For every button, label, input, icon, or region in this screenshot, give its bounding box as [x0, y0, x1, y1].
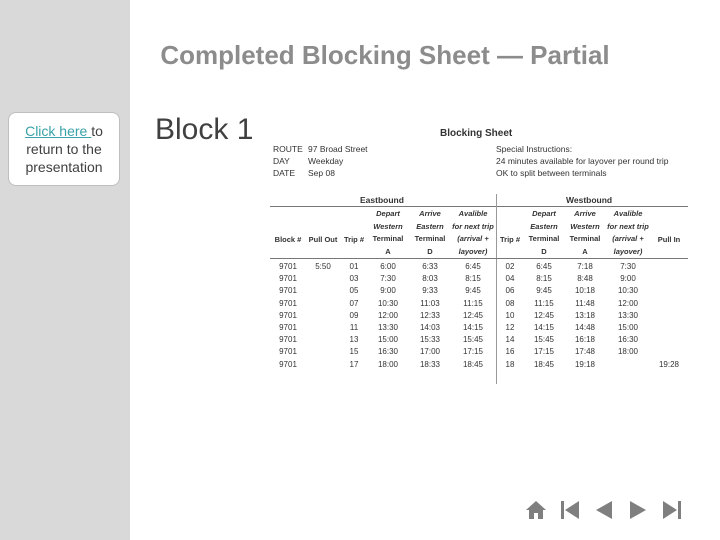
cell-avail-e: 17:15 — [462, 347, 484, 357]
cell-arr-d: 17:00 — [419, 347, 441, 357]
column-header-avail-w-line: (arrival + — [612, 234, 644, 243]
day-label: DAY — [273, 156, 290, 166]
header-rule — [270, 258, 688, 259]
cell-dep-a: 9:00 — [380, 286, 396, 296]
previous-slide-icon — [596, 501, 612, 519]
cell-dep-d: 11:15 — [534, 298, 554, 308]
column-header-pull-in: Pull In — [657, 235, 681, 244]
column-header-dep-d-line: Terminal — [528, 234, 560, 243]
column-header-dep-d-line: Eastern — [530, 221, 558, 231]
column-header-avail-e-line: for next trip — [452, 221, 494, 231]
direction-divider — [496, 194, 497, 384]
cell-arr-a: 11:48 — [575, 298, 595, 308]
cell-arr-a: 19:18 — [574, 359, 596, 369]
cell-dep-a: 10:30 — [377, 298, 399, 308]
block-label: Block 1 — [155, 113, 254, 146]
cell-arr-d: 11:03 — [420, 298, 440, 308]
instructions-title: Special Instructions: — [496, 144, 573, 154]
cell-arr-d: 9:33 — [422, 286, 438, 296]
cell-avail-w: 13:30 — [617, 310, 639, 320]
column-header-block: Block # — [274, 235, 302, 244]
cell-avail-e: 9:45 — [465, 286, 481, 296]
cell-avail-w: 15:00 — [617, 323, 639, 332]
return-link-suffix: to return to the presentation — [25, 123, 103, 176]
column-header-dep-d-line: Depart — [532, 209, 556, 218]
cell-trip-e: 03 — [349, 274, 359, 284]
cell-arr-d: 12:33 — [419, 310, 441, 320]
cell-avail-w: 7:30 — [620, 262, 636, 271]
cell-trip-e: 15 — [349, 347, 359, 357]
cell-arr-d: 18:33 — [419, 359, 441, 369]
cell-dep-a: 18:00 — [377, 359, 399, 369]
cell-trip-w: 16 — [505, 347, 515, 357]
westbound-header: Westbound — [566, 195, 613, 205]
cell-trip-w: 12 — [505, 323, 515, 332]
cell-trip-w: 10 — [505, 310, 515, 320]
column-header-avail-e-line: layover) — [458, 246, 488, 256]
cell-avail-w: 9:00 — [620, 274, 636, 284]
cell-trip-w: 18 — [505, 359, 515, 369]
previous-slide-button[interactable] — [592, 498, 616, 522]
cell-dep-d: 14:15 — [533, 323, 555, 332]
cell-trip-e: 05 — [349, 286, 359, 296]
cell-block: 9701 — [279, 262, 297, 271]
cell-block: 9701 — [279, 359, 297, 369]
cell-arr-a: 14:48 — [574, 323, 596, 332]
route-value: 97 Broad Street — [308, 144, 368, 154]
cell-dep-d: 15:45 — [533, 335, 555, 345]
cell-arr-d: 15:33 — [419, 335, 441, 345]
cell-avail-e: 18:45 — [462, 359, 484, 369]
column-header-arr-a-line: Terminal — [569, 234, 601, 243]
cell-block: 9701 — [279, 347, 297, 357]
column-header-trip-e: Trip # — [343, 235, 364, 244]
cell-dep-a: 12:00 — [377, 310, 399, 320]
cell-trip-e: 13 — [349, 335, 359, 345]
date-value: Sep 08 — [308, 168, 335, 178]
cell-avail-e: 15:45 — [462, 335, 484, 345]
home-icon — [526, 501, 546, 519]
cell-pull-in: 19:28 — [658, 359, 680, 369]
cell-avail-w: 18:00 — [617, 347, 639, 357]
cell-block: 9701 — [279, 310, 297, 320]
cell-arr-a: 16:18 — [574, 335, 596, 345]
cell-trip-w: 08 — [505, 298, 515, 308]
sheet-title: Blocking Sheet — [440, 128, 513, 139]
column-header-dep-a-line: Western — [373, 221, 403, 231]
cell-trip-w: 02 — [505, 262, 515, 271]
cell-arr-d: 8:03 — [422, 274, 438, 284]
cell-block: 9701 — [279, 323, 297, 332]
eastbound-header: Eastbound — [360, 195, 404, 205]
cell-block: 9701 — [279, 335, 297, 345]
cell-trip-e: 09 — [349, 310, 359, 320]
cell-block: 9701 — [279, 274, 297, 284]
cell-dep-a: 15:00 — [377, 335, 399, 345]
column-header-arr-d-line: Terminal — [414, 234, 446, 243]
return-link[interactable]: Click here — [25, 123, 92, 139]
blocking-sheet-image — [270, 124, 688, 386]
route-label: ROUTE — [273, 144, 303, 154]
cell-dep-d: 8:15 — [536, 274, 552, 284]
column-header-dep-a-line: Depart — [376, 209, 400, 218]
column-header-arr-d-line: Arrive — [419, 209, 441, 218]
column-header-arr-a-line: A — [582, 246, 588, 256]
cell-arr-a: 17:48 — [574, 347, 596, 357]
cell-dep-a: 13:30 — [377, 323, 399, 332]
cell-arr-a: 8:48 — [577, 274, 593, 284]
cell-avail-w: 16:30 — [617, 335, 639, 345]
cell-arr-a: 7:18 — [577, 262, 593, 271]
next-slide-button[interactable] — [626, 498, 650, 522]
cell-avail-e: 8:15 — [465, 274, 481, 284]
column-header-dep-a-line: Terminal — [372, 234, 404, 243]
group-rule — [270, 206, 688, 207]
cell-dep-d: 12:45 — [533, 310, 555, 320]
date-label: DATE — [273, 168, 296, 178]
last-slide-icon — [663, 501, 681, 519]
cell-avail-e: 14:15 — [462, 323, 484, 332]
return-link-box — [8, 112, 120, 186]
column-header-avail-w-line: layover) — [613, 246, 643, 256]
next-slide-icon — [630, 501, 646, 519]
cell-trip-w: 14 — [505, 335, 515, 345]
slide-title: Completed Blocking Sheet — Partial — [160, 40, 610, 70]
sidebar — [0, 0, 130, 540]
day-value: Weekday — [308, 156, 344, 166]
cell-avail-w: 12:00 — [617, 298, 639, 308]
cell-dep-d: 18:45 — [533, 359, 555, 369]
cell-avail-e: 12:45 — [462, 310, 484, 320]
cell-avail-e: 11:15 — [463, 298, 483, 308]
cell-block: 9701 — [279, 286, 297, 296]
cell-dep-d: 6:45 — [536, 262, 552, 271]
column-header-avail-w-line: for next trip — [607, 221, 649, 231]
column-header-avail-e-line: (arrival + — [457, 234, 489, 243]
column-header-arr-a-line: Arrive — [574, 209, 596, 218]
cell-trip-e: 01 — [349, 262, 359, 271]
cell-trip-e: 17 — [349, 359, 359, 369]
cell-dep-a: 7:30 — [380, 274, 396, 284]
cell-dep-a: 6:00 — [380, 262, 396, 271]
first-slide-icon — [561, 501, 579, 519]
cell-arr-a: 10:18 — [574, 286, 596, 296]
cell-trip-w: 04 — [505, 274, 515, 284]
cell-arr-a: 13:18 — [574, 310, 596, 320]
first-slide-button[interactable] — [558, 498, 582, 522]
column-header-arr-d-line: Eastern — [416, 221, 444, 231]
cell-dep-a: 16:30 — [377, 347, 399, 357]
cell-avail-w: 10:30 — [617, 286, 639, 296]
cell-dep-d: 9:45 — [536, 286, 552, 296]
column-header-arr-a-line: Western — [570, 221, 600, 231]
column-header-trip-w: Trip # — [499, 235, 520, 244]
cell-trip-e: 07 — [349, 298, 359, 308]
cell-pull-out: 5:50 — [315, 262, 331, 271]
last-slide-button[interactable] — [660, 498, 684, 522]
cell-avail-e: 6:45 — [465, 262, 481, 271]
instruction-2: OK to split between terminals — [496, 168, 607, 178]
column-header-pull-out: Pull Out — [308, 235, 338, 244]
cell-block: 9701 — [279, 298, 297, 308]
cell-arr-d: 6:33 — [422, 262, 438, 271]
instruction-1: 24 minutes available for layover per round trip — [496, 156, 669, 166]
column-header-dep-a-line: A — [385, 246, 391, 256]
cell-trip-w: 06 — [505, 286, 515, 296]
cell-trip-e: 11 — [349, 323, 359, 332]
cell-dep-d: 17:15 — [533, 347, 555, 357]
column-header-avail-w-line: Avalible — [613, 209, 643, 218]
column-header-dep-d-line: D — [541, 246, 547, 256]
column-header-avail-e-line: Avalible — [458, 209, 488, 218]
home-button[interactable] — [524, 498, 548, 522]
column-header-arr-d-line: D — [427, 246, 433, 256]
cell-arr-d: 14:03 — [419, 323, 441, 332]
